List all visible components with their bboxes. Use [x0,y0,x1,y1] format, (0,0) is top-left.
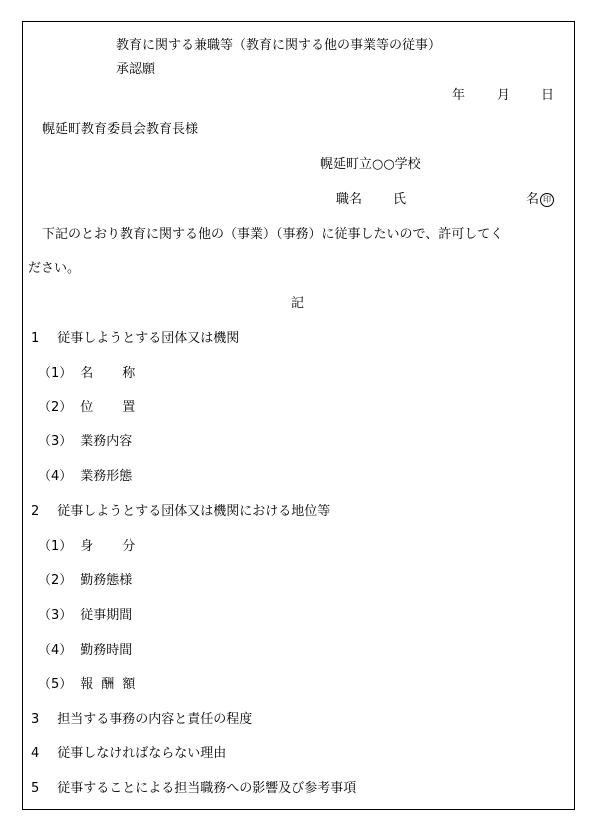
section-number: 3 [31,712,40,727]
item-label: 業務内容 [80,434,133,449]
section-title: 従事することによる担当職務への影響及び参考事項 [57,781,357,796]
ki-heading: 記 [291,296,305,311]
item-number: （5） [38,677,73,692]
section-title: 従事しなければならない理由 [57,746,227,761]
item-number: （4） [38,469,73,484]
list-item [38,366,135,382]
list-item [38,643,132,659]
list-item [38,608,132,624]
section-title: 従事しようとする団体又は機関における地位等 [57,504,331,519]
item-label: 業務形態 [80,469,133,484]
body-paragraph-line-2: ださい。 [28,261,81,276]
section-3-heading [31,712,252,728]
date-day: 日 [541,88,555,103]
name-label-second-text: 名 [526,192,540,207]
section-2-heading [31,504,330,520]
section-number: 2 [31,504,40,519]
item-number: （3） [38,434,73,449]
item-number: （4） [38,643,73,658]
list-item [38,400,135,416]
date-year: 年 [452,88,466,103]
seal-mark: 印 [540,193,554,207]
list-item [38,469,132,485]
item-label: 勤務時間 [80,643,133,658]
item-label: 勤務態様 [80,573,133,588]
item-number: （2） [38,400,73,415]
section-1-heading [31,331,239,347]
section-number: 4 [31,746,40,761]
item-label-part: 身 [80,539,94,554]
date-month: 月 [497,88,511,103]
section-5-heading [31,781,356,797]
item-number: （2） [38,573,73,588]
sender-school: 幌延町立○○学校 [320,157,421,172]
item-label-part: 置 [122,400,136,415]
position-label: 職名 [336,192,363,207]
item-label: 従事期間 [80,608,133,623]
item-label-part: 額 [122,677,136,692]
section-title: 従事しようとする団体又は機関 [57,331,240,346]
document-title-line-2: 承認願 [116,62,156,77]
item-label-part: 名 [80,366,94,381]
item-label-part: 酬 [101,677,115,692]
item-label-part: 報 [80,677,94,692]
section-number: 1 [31,331,40,346]
body-paragraph-line-1: 下記のとおり教育に関する他の（事業）（事務）に従事したいので、許可してく [42,227,504,242]
item-number: （1） [38,366,73,381]
list-item [38,539,135,555]
item-label-part: 分 [122,539,136,554]
name-label-first: 氏 [393,192,407,207]
section-title: 担当する事務の内容と責任の程度 [57,712,253,727]
list-item [38,434,132,450]
name-label-second [526,192,554,208]
item-number: （1） [38,539,73,554]
item-number: （3） [38,608,73,623]
section-number: 5 [31,781,40,796]
list-item [38,573,132,589]
section-4-heading [31,746,226,762]
list-item [38,677,135,693]
item-label-part: 位 [80,400,94,415]
item-label-part: 称 [122,366,136,381]
document-title-line-1: 教育に関する兼職等（教育に関する他の事業等の従事） [116,38,442,53]
addressee: 幌延町教育委員会教育長様 [42,122,199,137]
